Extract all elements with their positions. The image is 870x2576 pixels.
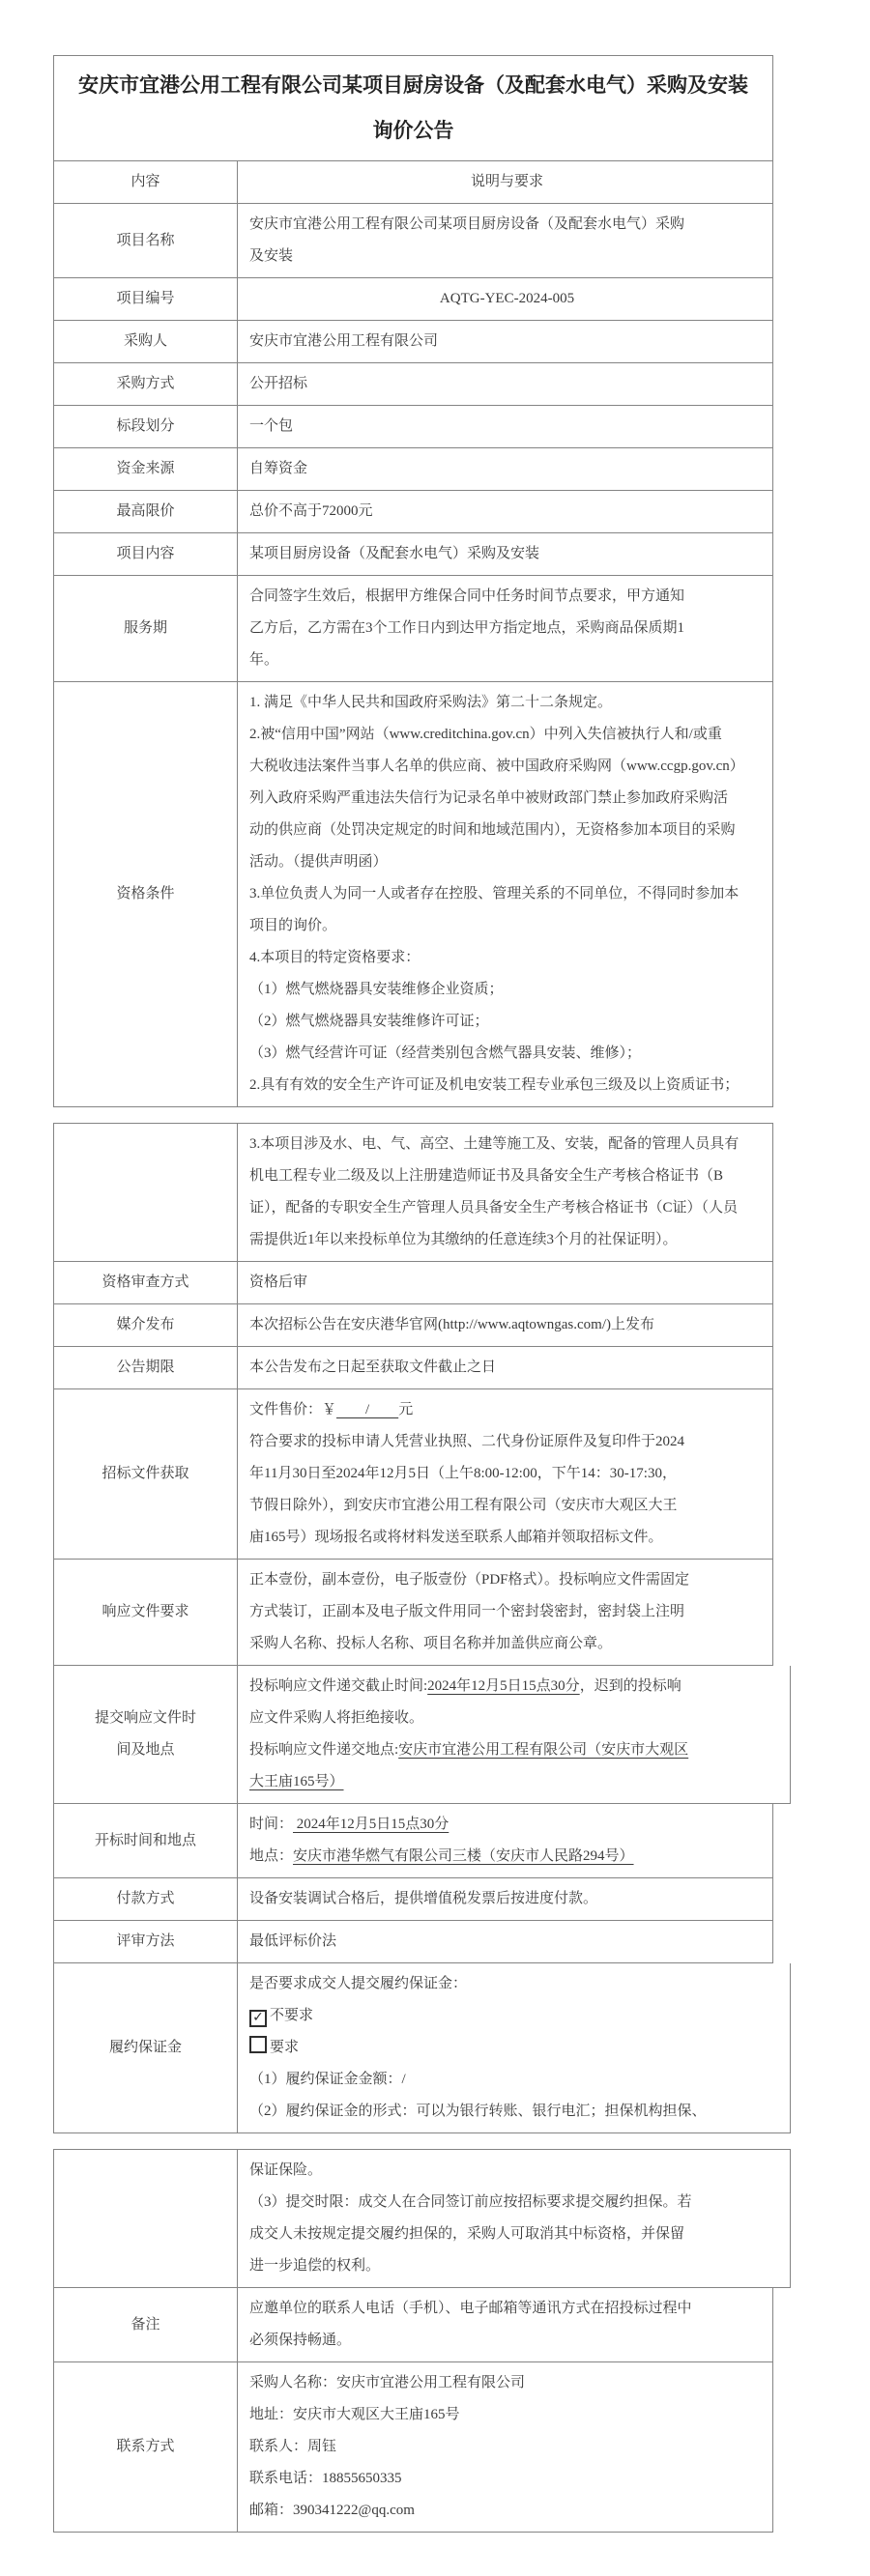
text-run: 年。 <box>249 652 279 668</box>
text-run: 设备安装调试合格后，提供增值税发票后按进度付款。 <box>249 1891 598 1906</box>
table-row-funding-source <box>53 448 773 491</box>
row-content-evaluation-method <box>238 1921 772 1962</box>
row-label-qualification <box>54 682 238 1106</box>
content-line <box>249 2495 765 2527</box>
label-line: 公告期限 <box>116 1360 175 1375</box>
row-label-project-content <box>54 533 238 575</box>
row-label-payment-method <box>54 1878 238 1920</box>
text-run: 节假日除外），到安庆市宜港公用工程有限公司（安庆市大观区大王 <box>249 1498 678 1513</box>
text-run: 总价不高于72000元 <box>249 503 373 519</box>
text-run: 资格后审 <box>249 1274 308 1290</box>
text-run: 本公告发布之日起至获取文件截止之日 <box>249 1360 497 1375</box>
content-line <box>249 453 765 485</box>
label-line: 项目内容 <box>116 546 175 561</box>
content-line <box>249 942 765 974</box>
row-label-evaluation-method <box>54 1921 238 1962</box>
underlined-text: / <box>336 1402 399 1417</box>
text-run: 投标响应文件递交地点: <box>249 1742 399 1758</box>
table-row-remarks <box>53 2288 773 2362</box>
text-run: 采购人名称、投标人名称、项目名称并加盖供应商公章。 <box>249 1636 613 1651</box>
row-label-qualification-review <box>54 1262 238 1303</box>
text-run: 大税收违法案件当事人名单的供应商、被中国政府采购网（www.ccgp.gov.cn） <box>249 758 744 774</box>
table-segment-3 <box>53 2149 773 2533</box>
text-run: 进一步追偿的权利。 <box>249 2258 381 2274</box>
content-line <box>249 687 765 719</box>
text-run: 说明与要求 <box>470 174 543 189</box>
row-label-remarks <box>54 2288 238 2361</box>
content-line <box>249 2096 782 2128</box>
row-content-purchase-method <box>238 363 772 405</box>
content-line <box>249 326 765 358</box>
text-run: 保证保险。 <box>249 2162 323 2178</box>
underlined-text: 2024年12月5日15点30分 <box>427 1678 580 1694</box>
row-content-purchaser <box>238 321 772 362</box>
row-content-project-content <box>238 533 772 575</box>
table-row-bid-opening-time-place <box>53 1804 773 1878</box>
label-line: 资格条件 <box>116 886 175 902</box>
row-label-purchase-method <box>54 363 238 405</box>
label-line: 内容 <box>130 174 160 189</box>
text-run: 项目的询价。 <box>249 918 337 933</box>
text-run: 安庆市宜港公用工程有限公司某项目厨房设备（及配套水电气）采购 <box>249 216 685 232</box>
content-line <box>249 1309 765 1341</box>
text-run: 正本壹份，副本壹份，电子版壹份（PDF格式）。投标响应文件需固定 <box>249 1572 690 1588</box>
row-content-project-name <box>238 204 772 277</box>
underlined-text: 安庆市港华燃气有限公司三楼（安庆市人民路294号） <box>293 1848 634 1864</box>
table-segment-1 <box>53 55 773 1107</box>
content-line <box>249 209 765 241</box>
text-run: （3）燃气经营许可证（经营类别包含燃气器具安装、维修）； <box>249 1045 642 1061</box>
label-line: 履约保证金 <box>108 2040 182 2055</box>
row-content-document-obtain <box>238 1389 772 1559</box>
label-line: 最高限价 <box>116 503 175 519</box>
title-line: 安庆市宜港公用工程有限公司某项目厨房设备（及配套水电气）采购及安装 <box>78 73 748 97</box>
content-line <box>249 411 765 443</box>
row-content-performance-bond-continued <box>238 2150 790 2287</box>
text-run: 庙165号）现场报名或将材料发送至联系人邮箱并领取招标文件。 <box>249 1530 663 1545</box>
text-run: 文件售价：￥ <box>249 1402 337 1417</box>
row-content-notice-period <box>238 1347 772 1388</box>
content-line <box>249 581 765 613</box>
content-line <box>249 2064 782 2096</box>
text-run: 公开招标 <box>249 376 308 391</box>
table-row-performance-bond-continued <box>53 2149 791 2288</box>
content-line <box>249 1883 765 1915</box>
content-line <box>249 1596 765 1628</box>
content-line <box>249 496 765 528</box>
text-run: 方式装订，正副本及电子版文件用同一个密封袋密封，密封袋上注明 <box>249 1604 685 1619</box>
checkbox-unchecked-icon <box>249 2036 267 2053</box>
checkbox-checked-icon: ✓ <box>249 2010 267 2027</box>
content-line <box>249 2293 765 2325</box>
label-line: 媒介发布 <box>116 1317 175 1332</box>
content-line <box>249 2325 765 2357</box>
label-line: 项目编号 <box>116 291 175 306</box>
row-content-header <box>238 161 772 203</box>
content-line <box>249 1129 765 1160</box>
content-line <box>249 1564 765 1596</box>
text-run: 本次招标公告在安庆港华官网(http://www.aqtowngas.com/)上发布 <box>249 1317 654 1332</box>
table-row-project-content <box>53 533 773 576</box>
text-run: 1. 满足《中华人民共和国政府采购法》第二十二条规定。 <box>249 695 613 710</box>
content-line <box>249 974 765 1006</box>
row-content-submission-time-place <box>238 1666 790 1803</box>
row-label-performance-bond <box>54 1963 238 2132</box>
content-line <box>249 2155 782 2187</box>
text-run: 2.被“信用中国”网站（www.creditchina.gov.cn）中列入失信被执行人和/或重 <box>249 727 722 742</box>
content-line <box>249 2250 782 2282</box>
table-row-evaluation-method <box>53 1921 773 1963</box>
content-line <box>249 2032 782 2064</box>
content-line <box>249 1038 765 1070</box>
text-run: （1）履约保证金金额：/ <box>249 2072 406 2087</box>
content-line <box>249 1926 765 1958</box>
text-run: 安庆市宜港公用工程有限公司 <box>249 333 439 349</box>
table-row-document-obtain <box>53 1389 773 1560</box>
content-line <box>249 2399 765 2431</box>
table-row-project-name <box>53 204 773 278</box>
content-line <box>249 1352 765 1384</box>
text-run: （1）燃气燃烧器具安装维修企业资质； <box>249 982 504 997</box>
content-line <box>249 2218 782 2250</box>
row-content-media-release <box>238 1304 772 1346</box>
text-run: 4.本项目的特定资格要求： <box>249 950 420 965</box>
table-row-contact-info <box>53 2362 773 2533</box>
content-line <box>249 1703 782 1734</box>
table-row-service-period <box>53 576 773 682</box>
row-label-section-division <box>54 406 238 447</box>
content-line <box>249 1458 765 1490</box>
text-run: 2.具有有效的安全生产许可证及机电安装工程专业承包三级及以上资质证书； <box>249 1077 740 1093</box>
text-run: 时间： <box>249 1817 294 1832</box>
text-run: 联系电话：18855650335 <box>249 2471 402 2486</box>
table-row-qualification-review <box>53 1262 773 1304</box>
table-row-project-number <box>53 278 773 321</box>
text-run: 邮箱：390341222@qq.com <box>249 2503 415 2518</box>
row-content-performance-bond <box>238 1963 790 2132</box>
content-line <box>249 1267 765 1299</box>
underlined-text: 大王庙165号） <box>249 1774 344 1789</box>
content-line <box>249 1426 765 1458</box>
row-content-service-period <box>238 576 772 681</box>
label-line: 开标时间和地点 <box>94 1832 196 1848</box>
content-line <box>249 910 765 942</box>
text-run: AQTG-YEC-2024-005 <box>439 291 575 306</box>
content-line <box>249 1224 765 1256</box>
content-line <box>249 1522 765 1554</box>
text-run: 及安装 <box>249 248 294 264</box>
text-run: 投标响应文件递交截止时间: <box>249 1678 428 1694</box>
row-content-payment-method <box>238 1878 772 1920</box>
row-content-contact-info <box>238 2362 772 2532</box>
content-line <box>249 1006 765 1038</box>
text-run: 自筹资金 <box>249 461 308 476</box>
text-run: 某项目厨房设备（及配套水电气）采购及安装 <box>249 546 540 561</box>
text-run: 是否要求成交人提交履约保证金： <box>249 1976 468 1991</box>
row-label-header <box>54 161 238 203</box>
text-run: 不要求 <box>270 2008 314 2023</box>
row-label-performance-bond-continued <box>54 2150 238 2287</box>
row-label-price-cap <box>54 491 238 532</box>
content-line <box>249 1841 765 1873</box>
content-line <box>249 1628 765 1660</box>
content-line <box>249 783 765 815</box>
table-row-qualification-continued <box>53 1123 773 1262</box>
content-line <box>249 878 765 910</box>
document-title <box>54 56 772 160</box>
content-line <box>249 2463 765 2495</box>
content-line <box>249 1070 765 1102</box>
content-line <box>249 719 765 751</box>
table-row-media-release <box>53 1304 773 1347</box>
row-label-project-number <box>54 278 238 320</box>
row-label-response-document-requirements <box>54 1560 238 1665</box>
content-line <box>249 2367 765 2399</box>
content-line <box>249 1394 765 1426</box>
content-line <box>249 1671 782 1703</box>
content-line <box>249 1160 765 1192</box>
row-content-project-number <box>238 278 772 320</box>
row-label-service-period <box>54 576 238 681</box>
content-line <box>249 751 765 783</box>
label-line: 联系方式 <box>116 2439 175 2454</box>
text-run: 一个包 <box>249 418 294 434</box>
table-row-response-document-requirements <box>53 1560 773 1666</box>
text-run: 地点： <box>249 1848 294 1864</box>
table-row-purchase-method <box>53 363 773 406</box>
text-run: （2）燃气燃烧器具安装维修许可证； <box>249 1014 489 1029</box>
content-line <box>249 613 765 644</box>
label-line: 付款方式 <box>116 1891 175 1906</box>
announcement-document <box>53 55 773 2533</box>
row-content-bid-opening-time-place <box>238 1804 772 1877</box>
content-line <box>249 1809 765 1841</box>
label-line: 招标文件获取 <box>102 1466 189 1481</box>
content-line <box>249 538 765 570</box>
label-line: 评审方法 <box>116 1933 175 1949</box>
label-line: 响应文件要求 <box>102 1604 189 1619</box>
text-run: 动的供应商（处罚决定规定的时间和地域范围内），无资格参加本项目的采购 <box>249 822 736 838</box>
row-label-bid-opening-time-place <box>54 1804 238 1877</box>
label-line: 采购人 <box>123 333 167 349</box>
row-label-notice-period <box>54 1347 238 1388</box>
content-line <box>249 2187 782 2218</box>
text-run: 3.本项目涉及水、电、气、高空、土建等施工及、安装，配备的管理人员具有 <box>249 1136 740 1152</box>
text-run: 元 <box>398 1402 414 1417</box>
text-run: 符合要求的投标申请人凭营业执照、二代身份证原件及复印件于2024 <box>249 1434 685 1449</box>
content-line <box>249 1192 765 1224</box>
row-label-contact-info <box>54 2362 238 2532</box>
table-row-purchaser <box>53 321 773 363</box>
label-line: 服务期 <box>123 620 167 636</box>
row-content-qualification <box>238 682 772 1106</box>
label-line: 备注 <box>130 2316 160 2333</box>
row-content-price-cap <box>238 491 772 532</box>
table-row-section-division <box>53 406 773 448</box>
text-run: 3.单位负责人为同一人或者存在控股、管理关系的不同单位，不得同时参加本 <box>249 886 740 902</box>
content-line <box>249 241 765 272</box>
text-run: 证），配备的专职安全生产管理人员具备安全生产考核合格证书（C证）（人员 <box>249 1200 739 1216</box>
text-run: 机电工程专业二级及以上注册建造师证书及具备安全生产考核合格证书（B <box>249 1168 724 1184</box>
text-run: 要求 <box>270 2040 300 2055</box>
row-content-remarks <box>238 2288 772 2361</box>
content-line <box>249 644 765 676</box>
table-segment-2 <box>53 1123 773 2133</box>
row-label-funding-source <box>54 448 238 490</box>
table-row-qualification <box>53 682 773 1107</box>
row-content-funding-source <box>238 448 772 490</box>
table-row-payment-method <box>53 1878 773 1921</box>
table-row-title <box>53 55 773 161</box>
label-line: 采购方式 <box>116 376 175 391</box>
content-line <box>249 368 765 400</box>
label-line: 项目名称 <box>116 232 175 248</box>
row-content-response-document-requirements <box>238 1560 772 1665</box>
content-line <box>249 2431 765 2463</box>
label-line: 资金来源 <box>116 461 175 476</box>
text-run: （3）提交时限：成交人在合同签订前应按招标要求提交履约担保。若 <box>249 2194 692 2210</box>
table-row-submission-time-place <box>53 1666 791 1804</box>
text-run: 联系人：周钰 <box>249 2439 337 2454</box>
text-run: （2）履约保证金的形式：可以为银行转账、银行电汇；担保机构担保、 <box>249 2104 707 2119</box>
label-line: 提交响应文件时 <box>94 1710 196 1726</box>
text-run: 列入政府采购严重违法失信行为记录名单中被财政部门禁止参加政府采购活 <box>249 790 729 806</box>
text-run: 活动。（提供声明函） <box>249 854 388 870</box>
content-line <box>249 1968 782 2000</box>
text-run: 必须保持畅通。 <box>249 2333 352 2348</box>
text-run: 年11月30日至2024年12月5日（上午8:00-12:00，下午14：30-17:30， <box>249 1466 677 1481</box>
label-line: 资格审查方式 <box>102 1274 189 1290</box>
content-line <box>249 1766 782 1798</box>
text-run: 成交人未按规定提交履约担保的，采购人可取消其中标资格，并保留 <box>249 2226 685 2242</box>
row-label-qualification-continued <box>54 1124 238 1261</box>
row-label-project-name <box>54 204 238 277</box>
row-label-document-obtain <box>54 1389 238 1559</box>
content-line <box>249 846 765 878</box>
text-run: 采购人名称：安庆市宜港公用工程有限公司 <box>249 2375 526 2390</box>
table-row-price-cap <box>53 491 773 533</box>
title-line: 询价公告 <box>372 119 454 142</box>
text-run: 合同签字生效后，根据甲方维保合同中任务时间节点要求，甲方通知 <box>249 588 685 604</box>
text-run: 地址：安庆市大观区大王庙165号 <box>249 2407 460 2422</box>
table-row-header <box>53 161 773 204</box>
table-row-performance-bond <box>53 1963 791 2133</box>
content-line <box>249 1490 765 1522</box>
row-content-qualification-review <box>238 1262 772 1303</box>
content-line <box>249 2000 782 2032</box>
row-content-section-division <box>238 406 772 447</box>
text-run: 需提供近1年以来投标单位为其缴纳的任意连续3个月的社保证明）。 <box>249 1232 678 1247</box>
row-label-submission-time-place <box>54 1666 238 1803</box>
content-line <box>440 283 574 315</box>
text-run: 应邀单位的联系人电话（手机）、电子邮箱等通讯方式在招投标过程中 <box>249 2301 692 2316</box>
content-line <box>471 166 543 198</box>
content-line <box>249 815 765 846</box>
text-run: 应文件采购人将拒绝接收。 <box>249 1710 424 1726</box>
row-label-media-release <box>54 1304 238 1346</box>
label-line: 标段划分 <box>116 418 175 434</box>
row-content-qualification-continued <box>238 1124 772 1261</box>
text-run: 乙方后，乙方需在3个工作日内到达甲方指定地点，采购商品保质期1 <box>249 620 685 636</box>
content-line <box>249 1734 782 1766</box>
row-label-purchaser <box>54 321 238 362</box>
underlined-text: 2024年12月5日15点30分 <box>293 1817 450 1832</box>
table-row-notice-period <box>53 1347 773 1389</box>
text-run: ，迟到的投标响 <box>579 1678 682 1694</box>
label-line: 间及地点 <box>116 1742 175 1758</box>
underlined-text: 安庆市宜港公用工程有限公司（安庆市大观区 <box>398 1742 689 1758</box>
text-run: 最低评标价法 <box>249 1933 337 1949</box>
